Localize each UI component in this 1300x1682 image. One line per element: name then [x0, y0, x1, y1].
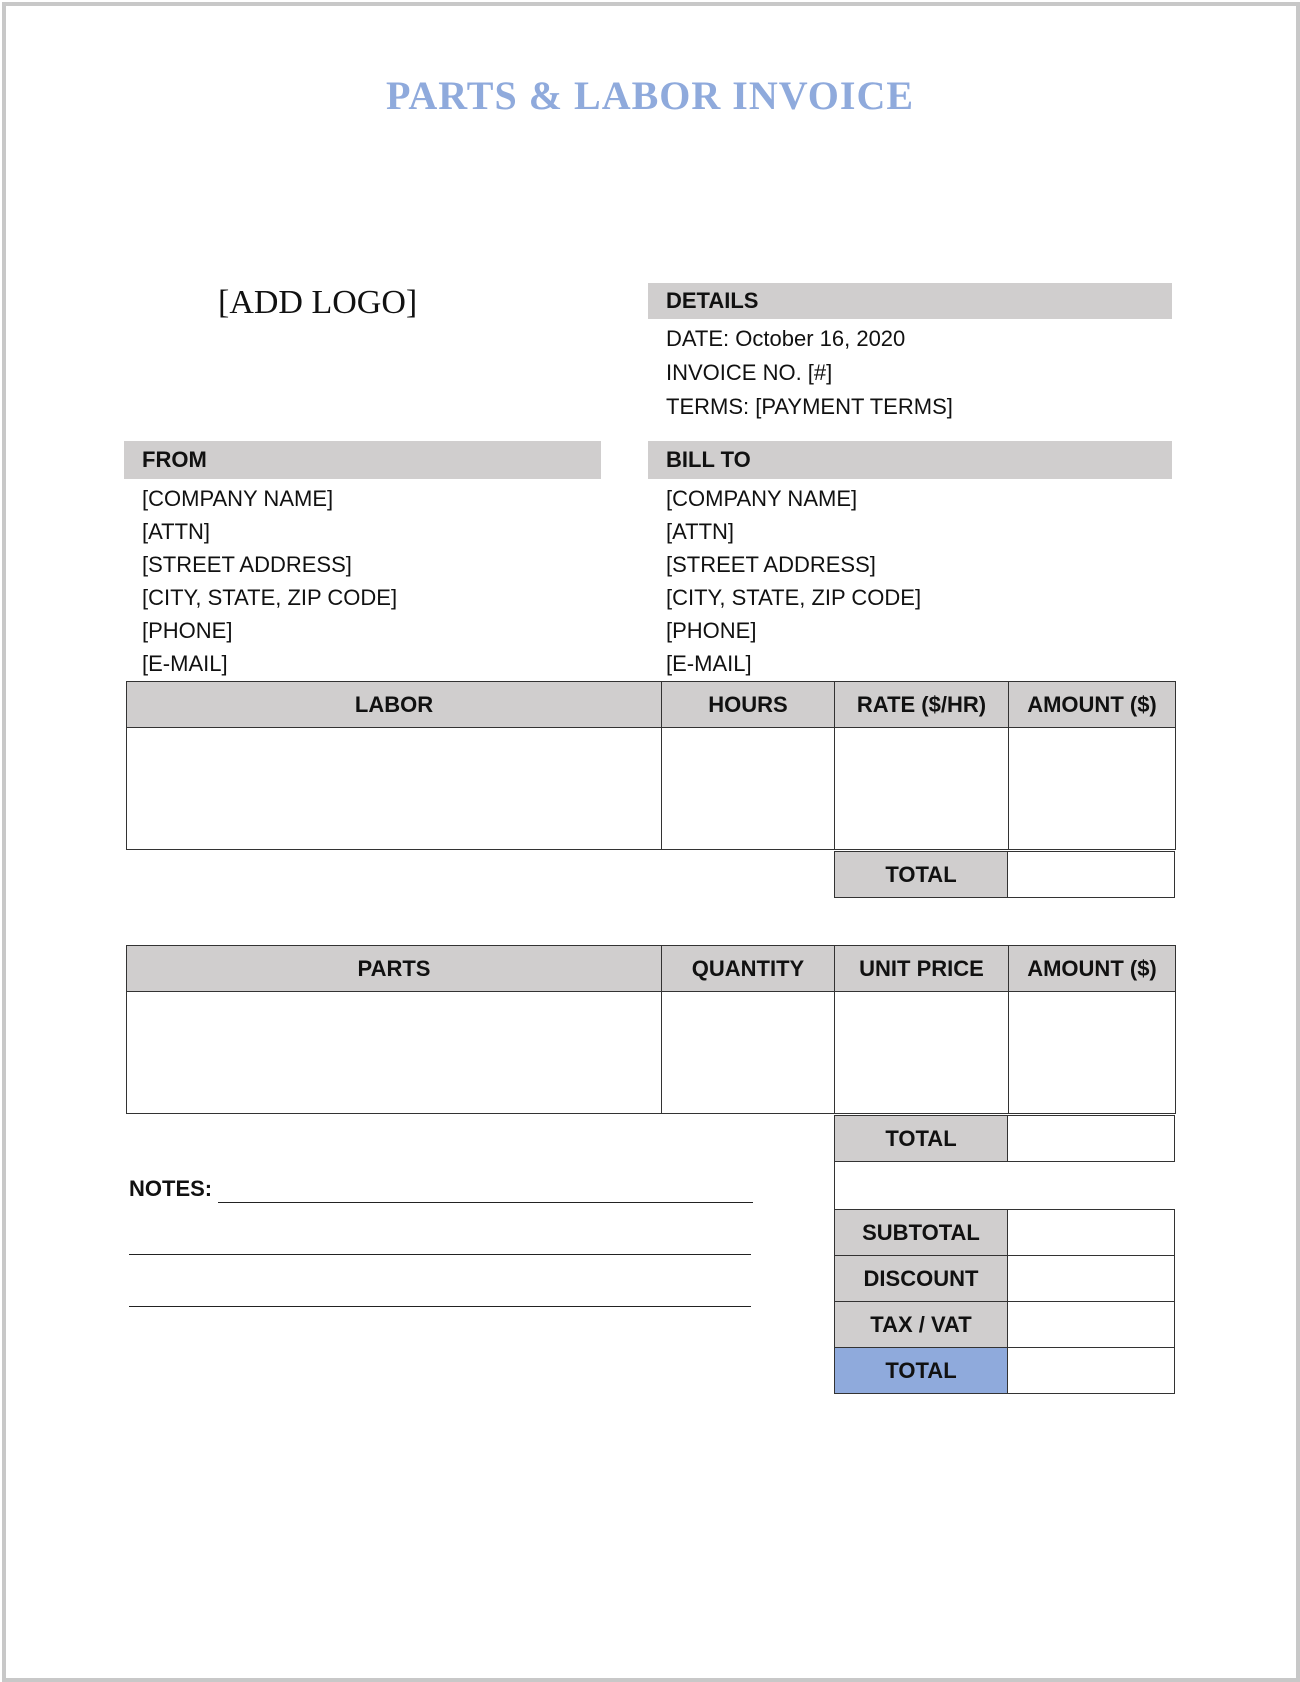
parts-total-label: TOTAL — [835, 1116, 1008, 1162]
details-invoice-no: INVOICE NO. [#] — [666, 360, 833, 385]
parts-total-value[interactable] — [1008, 1116, 1175, 1162]
grand-total-label: TOTAL — [835, 1348, 1008, 1394]
grand-total-value[interactable] — [1008, 1348, 1175, 1394]
from-attn: [ATTN] — [142, 519, 211, 544]
labor-description-cell[interactable] — [127, 728, 662, 850]
logo-placeholder: [ADD LOGO] — [218, 284, 418, 321]
bill-to-attn: [ATTN] — [666, 519, 735, 544]
parts-unit-price-cell[interactable] — [835, 992, 1009, 1114]
rate-header: RATE ($/HR) — [835, 682, 1009, 728]
notes-line-1[interactable] — [218, 1202, 753, 1203]
labor-amount-cell[interactable] — [1009, 728, 1176, 850]
from-email: [E-MAIL] — [142, 651, 228, 676]
parts-table — [126, 945, 1176, 1114]
from-phone: [PHONE] — [142, 618, 233, 643]
labor-rate-cell[interactable] — [835, 728, 1009, 850]
labor-total-table — [834, 851, 1175, 898]
bill-to-street: [STREET ADDRESS] — [666, 552, 876, 577]
quantity-header: QUANTITY — [662, 946, 835, 992]
details-date: DATE: October 16, 2020 — [666, 326, 906, 351]
details-header: DETAILS — [648, 283, 1172, 319]
bill-to-company: [COMPANY NAME] — [666, 486, 858, 511]
discount-label: DISCOUNT — [835, 1256, 1008, 1302]
labor-hours-cell[interactable] — [662, 728, 835, 850]
summary-table — [834, 1209, 1175, 1394]
parts-quantity-cell[interactable] — [662, 992, 835, 1114]
labor-total-label: TOTAL — [835, 852, 1008, 898]
unit-price-header: UNIT PRICE — [835, 946, 1009, 992]
parts-description-cell[interactable] — [127, 992, 662, 1114]
parts-header: PARTS — [127, 946, 662, 992]
from-header: FROM — [124, 441, 601, 479]
details-terms: TERMS: [PAYMENT TERMS] — [666, 394, 953, 419]
tax-label: TAX / VAT — [835, 1302, 1008, 1348]
notes-label: NOTES: — [129, 1176, 213, 1201]
notes-line-3[interactable] — [129, 1306, 751, 1307]
parts-amount-cell[interactable] — [1009, 992, 1176, 1114]
labor-header: LABOR — [127, 682, 662, 728]
bill-to-email: [E-MAIL] — [666, 651, 752, 676]
from-company: [COMPANY NAME] — [142, 486, 334, 511]
notes-line-2[interactable] — [129, 1254, 751, 1255]
summary-connector — [834, 1162, 835, 1210]
invoice-title: PARTS & LABOR INVOICE — [385, 73, 915, 118]
from-city: [CITY, STATE, ZIP CODE] — [142, 585, 398, 610]
subtotal-value[interactable] — [1008, 1210, 1175, 1256]
discount-value[interactable] — [1008, 1256, 1175, 1302]
bill-to-city: [CITY, STATE, ZIP CODE] — [666, 585, 922, 610]
labor-table — [126, 681, 1176, 850]
hours-header: HOURS — [662, 682, 835, 728]
bill-to-phone: [PHONE] — [666, 618, 757, 643]
subtotal-label: SUBTOTAL — [835, 1210, 1008, 1256]
parts-total-table — [834, 1115, 1175, 1162]
labor-amount-header: AMOUNT ($) — [1009, 682, 1176, 728]
bill-to-header: BILL TO — [648, 441, 1172, 479]
from-street: [STREET ADDRESS] — [142, 552, 352, 577]
tax-value[interactable] — [1008, 1302, 1175, 1348]
parts-amount-header: AMOUNT ($) — [1009, 946, 1176, 992]
labor-total-value[interactable] — [1008, 852, 1175, 898]
